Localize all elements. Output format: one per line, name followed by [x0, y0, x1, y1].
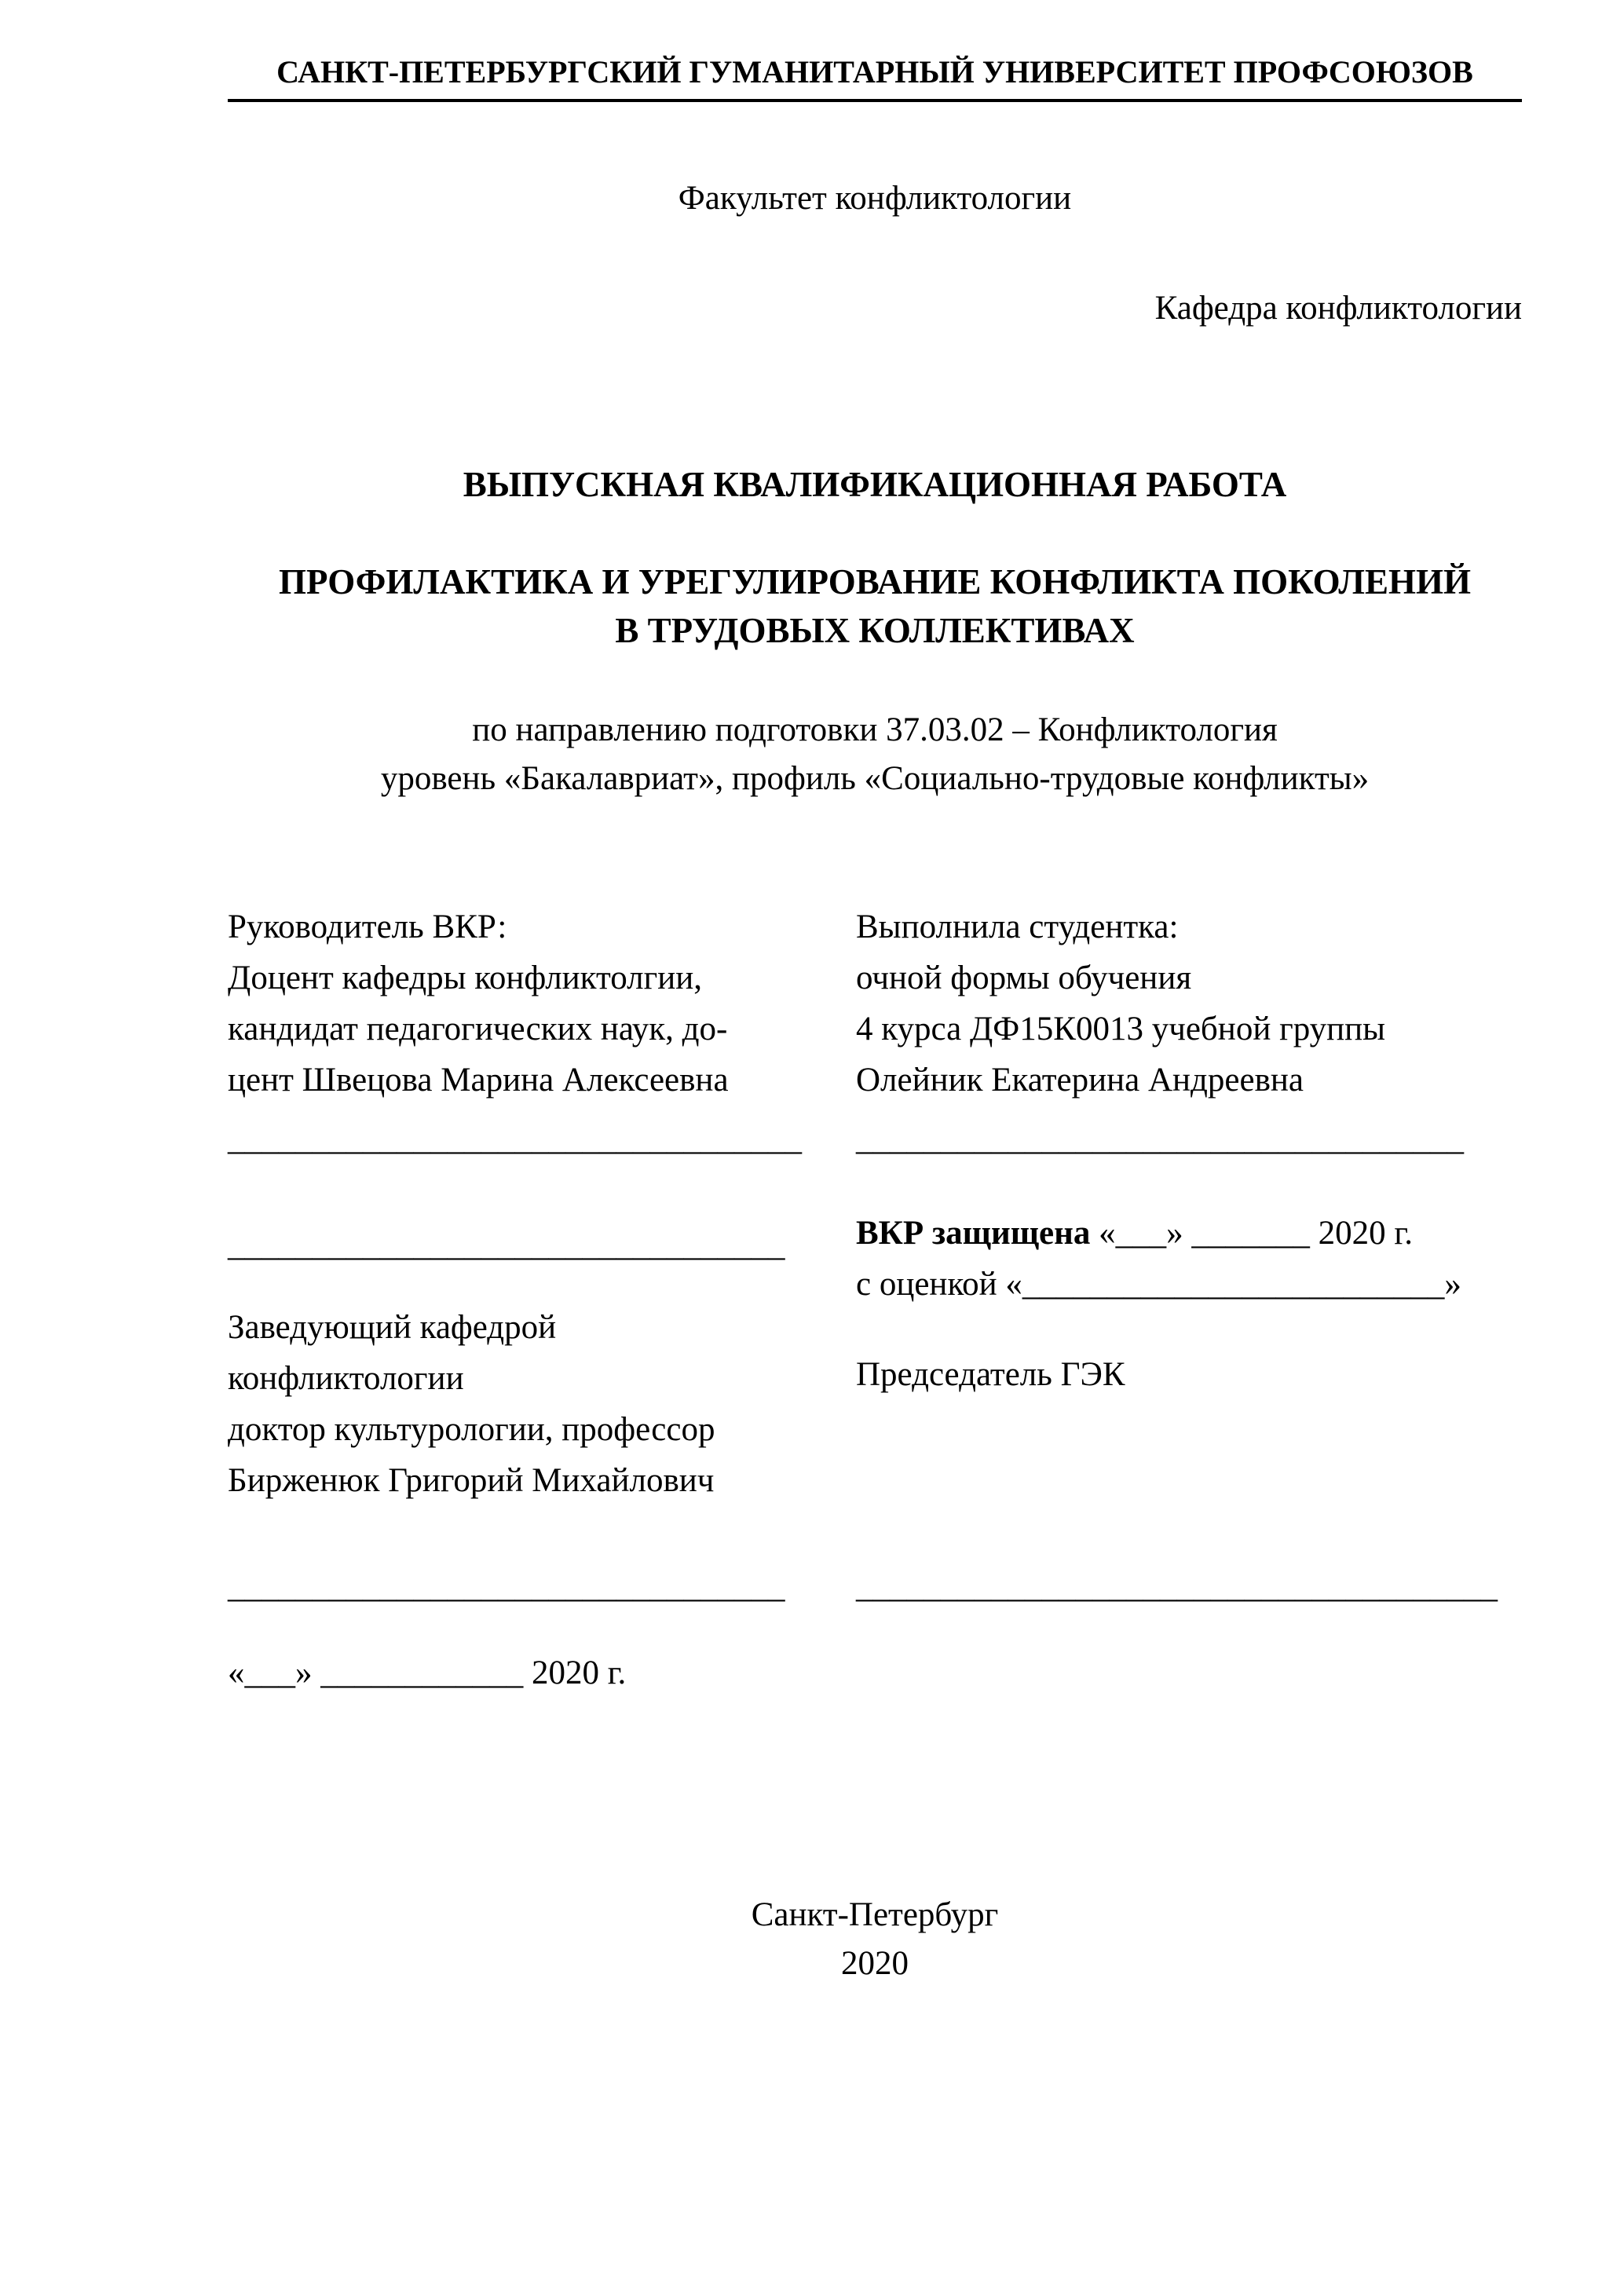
- department-name: Кафедра конфликтологии: [1154, 290, 1522, 327]
- defense-date-line: [856, 1208, 1522, 1259]
- student-column: [856, 901, 1522, 1612]
- chairman-signature-line: ______________________________________: [856, 1568, 1498, 1605]
- footer-year: 2020: [841, 1945, 909, 1982]
- head-title-line2: конфликтологии: [228, 1360, 464, 1397]
- supervisor-position-line2: кандидат педагогических наук, до-: [228, 1011, 728, 1047]
- footer: [228, 1891, 1522, 1988]
- head-title-line1: Заведующий кафедрой: [228, 1309, 557, 1346]
- defense-date-blank: «___» _______ 2020 г.: [1090, 1215, 1413, 1252]
- grade-blank-line: с оценкой «_________________________»: [856, 1266, 1461, 1303]
- supervisor-position-line1: Доцент кафедры конфликтолгии,: [228, 960, 703, 996]
- date-blank-line: «___» ____________ 2020 г.: [228, 1654, 627, 1691]
- supervisor-signature-line-2: _________________________________: [228, 1227, 785, 1263]
- thesis-title-line1: ПРОФИЛАКТИКА И УРЕГУЛИРОВАНИЕ КОНФЛИКТА ПОКОЛЕНИЙ: [279, 562, 1471, 601]
- faculty-name: Факультет конфликтологии: [678, 180, 1072, 217]
- student-group: 4 курса ДФ15К0013 учебной группы: [856, 1011, 1386, 1047]
- signatures-section: [228, 901, 1522, 1698]
- thesis-title: [228, 558, 1522, 655]
- program-direction: по направлению подготовки 37.03.02 – Конфликтология: [472, 711, 1278, 748]
- head-signature-line: _________________________________: [228, 1568, 785, 1605]
- supervisor-name: цент Швецова Марина Алексеевна: [228, 1062, 729, 1099]
- head-degree: доктор культурологии, профессор: [228, 1411, 715, 1448]
- program-info: [228, 706, 1522, 803]
- supervisor-signature-line: __________________________________: [228, 1121, 802, 1157]
- student-form: очной формы обучения: [856, 960, 1192, 996]
- work-type-title: ВЫПУСКНАЯ КВАЛИФИКАЦИОННАЯ РАБОТА: [463, 465, 1287, 504]
- program-level: уровень «Бакалавриат», профиль «Социально-трудовые конфликты»: [380, 760, 1370, 797]
- university-name: САНКТ-ПЕТЕРБУРГСКИЙ ГУМАНИТАРНЫЙ УНИВЕРСИТЕТ ПРОФСОЮЗОВ: [228, 53, 1522, 102]
- thesis-title-line2: В ТРУДОВЫХ КОЛЛЕКТИВАХ: [615, 611, 1135, 650]
- department-head-block: [228, 1302, 813, 1506]
- footer-city: Санкт-Петербург: [751, 1896, 999, 1933]
- supervisor-label: Руководитель ВКР:: [228, 909, 507, 945]
- student-name: Олейник Екатерина Андреевна: [856, 1062, 1304, 1099]
- supervisor-column: [228, 901, 813, 1698]
- student-label: Выполнила студентка:: [856, 909, 1179, 945]
- head-name: Бирженюк Григорий Михайлович: [228, 1462, 715, 1499]
- defense-label: ВКР защищена: [856, 1215, 1091, 1252]
- gek-chairman-label: Председатель ГЭК: [856, 1356, 1125, 1393]
- student-signature-line: ____________________________________: [856, 1121, 1464, 1157]
- defense-block: [856, 1208, 1522, 1310]
